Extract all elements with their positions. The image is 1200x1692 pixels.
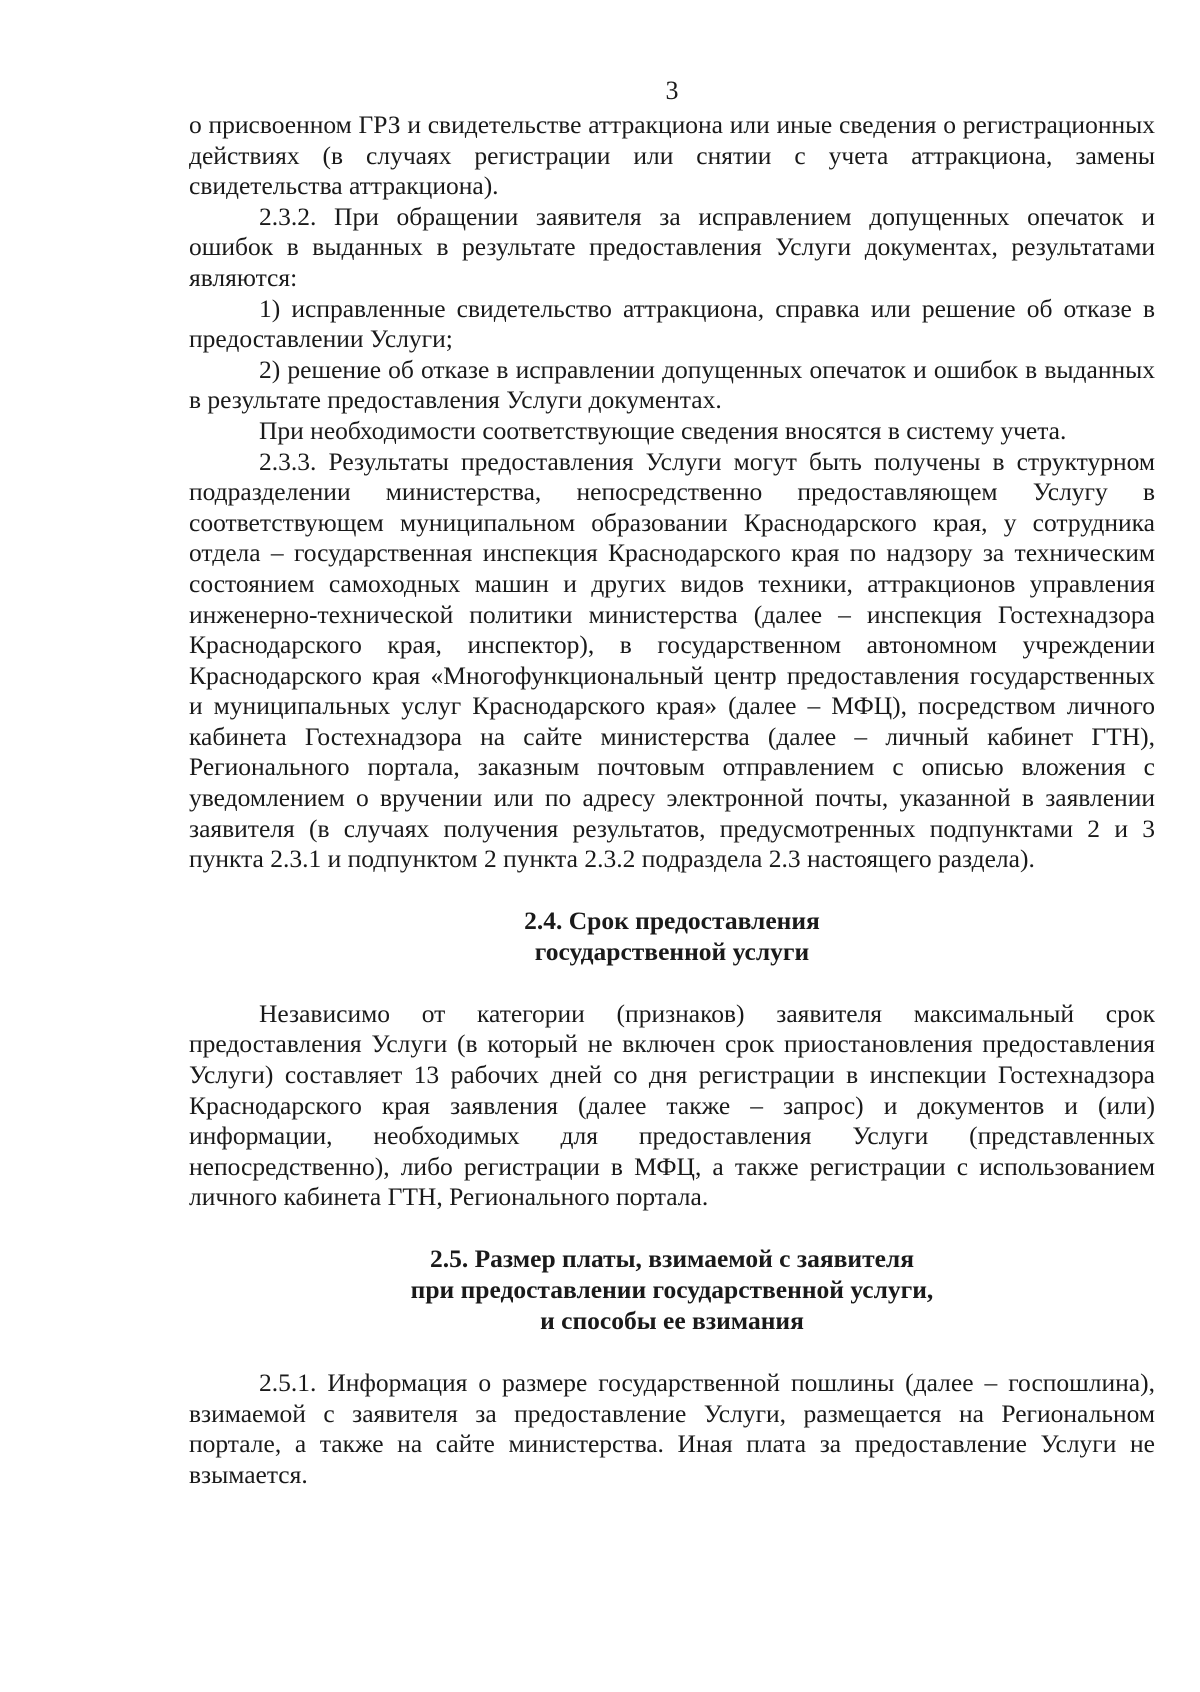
heading-2-4-line-2: государственной услуги bbox=[534, 936, 810, 966]
paragraph-2-3-3: 2.3.3. Результаты предоставления Услуги могут быть получены в структурном подразделении министерства, непосредственно предоставляющем Услугу в соответствующем муниципальном образовании Краснодарского края, у сотрудника отдела – государственная инспекция Краснодарского края по надзору за техническим состоянием самоходных машин и других видов техники, аттракционов управления инженерно-технической политики министерства (далее – инспекция Гостехнадзора Краснодарского края, инспектор), в государственном автономном учреждении Краснодарского края «Многофункциональный центр предоставления государственных и муниципальных услуг Краснодарского края» (далее – МФЦ), посредством личного кабинета Гостехнадзора на сайте министерства (далее – личный кабинет ГТН), Регионального портала, заказным почтовым отправлением с описью вложения с уведомлением о вручении или по адресу электронной почты, указанной в заявлении заявителя (в случаях получения результатов, предусмотренных подпунктами 2 и 3 пункта 2.3.1 и подпунктом 2 пункта 2.3.2 подраздела 2.3 настоящего раздела). bbox=[189, 446, 1155, 874]
heading-2-5-line-1: 2.5. Размер платы, взимаемой с заявителя bbox=[429, 1244, 915, 1273]
list-item-1: 1) исправленные свидетельство аттракциона, справка или решение об отказе в предоставлении Услуги; bbox=[189, 293, 1155, 354]
heading-2-4-line-1: 2.4. Срок предоставления bbox=[524, 905, 820, 935]
heading-2-5-line-2: при предоставлении государственной услуги, bbox=[410, 1275, 934, 1304]
paragraph-2-4: Независимо от категории (признаков) заявителя максимальный срок предоставления Услуги (в который не включен срок приостановления предоставления Услуги) составляет 13 рабочих дней со дня регистрации в инспекции Гостехнадзора Краснодарского края заявления (далее также – запрос) и документов и (или) информации, необходимых для предоставления Услуги (представленных непосредственно), либо регистрации в МФЦ, а также регистрации с использованием личного кабинета ГТН, Регионального портала. bbox=[189, 998, 1155, 1212]
document-page bbox=[189, 72, 1155, 1490]
heading-2-5-line-3: и способы ее взимания bbox=[540, 1306, 804, 1335]
heading-2-4 bbox=[189, 905, 1155, 967]
paragraph-2-3-2: 2.3.2. При обращении заявителя за исправлением допущенных опечаток и ошибок в выданных в результате предоставления Услуги документах, результатами являются: bbox=[189, 201, 1155, 292]
paragraph-continuation: о присвоенном ГРЗ и свидетельстве аттракциона или иные сведения о регистрационных действиях (в случаях регистрации или снятии с учета аттракциона, замены свидетельства аттракциона). bbox=[189, 110, 1155, 201]
page-number: 3 bbox=[665, 76, 679, 105]
paragraph-2-5-1: 2.5.1. Информация о размере государственной пошлины (далее – госпошлина), взимаемой с заявителя за предоставление Услуги, размещается на Региональном портале, а также на сайте министерства. Иная плата за предоставление Услуги не взымается. bbox=[189, 1368, 1155, 1489]
heading-2-5 bbox=[189, 1243, 1155, 1336]
paragraph-accounting-system: При необходимости соответствующие сведения вносятся в систему учета. bbox=[259, 415, 1067, 445]
list-item-2: 2) решение об отказе в исправлении допущенных опечаток и ошибок в выданных в результате предоставления Услуги документах. bbox=[189, 354, 1155, 415]
